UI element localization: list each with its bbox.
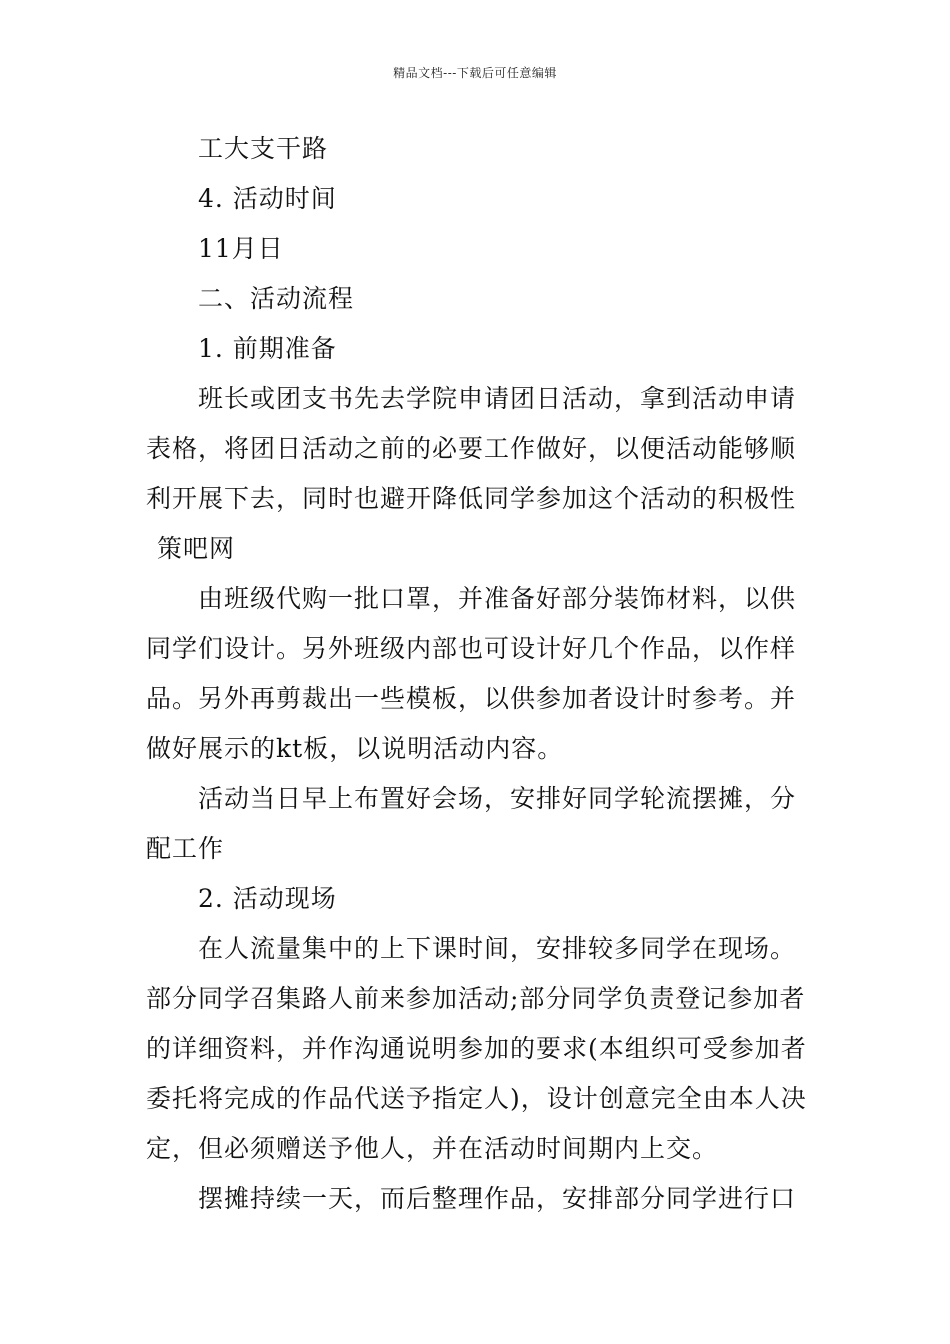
paragraph-line: 做好展示的kt板，以说明活动内容。 [146,734,564,763]
text-line: 11月日 [198,234,284,263]
paragraph-line: 委托将完成的作品代送予指定人)，设计创意完全由本人决 [146,1084,807,1113]
paragraph-line: 同学们设计。另外班级内部也可设计好几个作品，以作样 [146,634,797,663]
paragraph-line: 摆摊持续一天，而后整理作品，安排部分同学进行口 [198,1184,797,1213]
section-heading: 4. 活动时间 [198,184,337,213]
section-heading: 1. 前期准备 [198,334,337,363]
page-header: 精品文档---下载后可任意编辑 [393,66,557,80]
paragraph-line: 班长或团支书先去学院申请团日活动，拿到活动申请 [198,384,797,413]
paragraph-line: 配工作 [146,834,225,863]
paragraph-line: 部分同学召集路人前来参加活动;部分同学负责登记参加者 [146,984,806,1013]
text-line: 工大支干路 [198,134,329,163]
paragraph-line: 在人流量集中的上下课时间，安排较多同学在现场。 [198,934,797,963]
paragraph-line: 品。另外再剪裁出一些模板，以供参加者设计时参考。并 [146,684,797,713]
section-heading: 二、活动流程 [198,284,355,313]
paragraph-line: 由班级代购一批口罩，并准备好部分装饰材料，以供 [198,584,797,613]
section-heading: 2. 活动现场 [198,884,337,913]
paragraph-line: 的详细资料，并作沟通说明参加的要求(本组织可受参加者 [146,1034,807,1063]
paragraph-line: 定，但必须赠送予他人，并在活动时间期内上交。 [146,1134,719,1163]
paragraph-line: 利开展下去，同时也避开降低同学参加这个活动的积极性 [146,484,797,513]
paragraph-line: 策吧网 [157,534,236,563]
paragraph-line: 活动当日早上布置好会场，安排好同学轮流摆摊，分 [198,784,797,813]
paragraph-line: 表格，将团日活动之前的必要工作做好，以便活动能够顺 [146,434,797,463]
